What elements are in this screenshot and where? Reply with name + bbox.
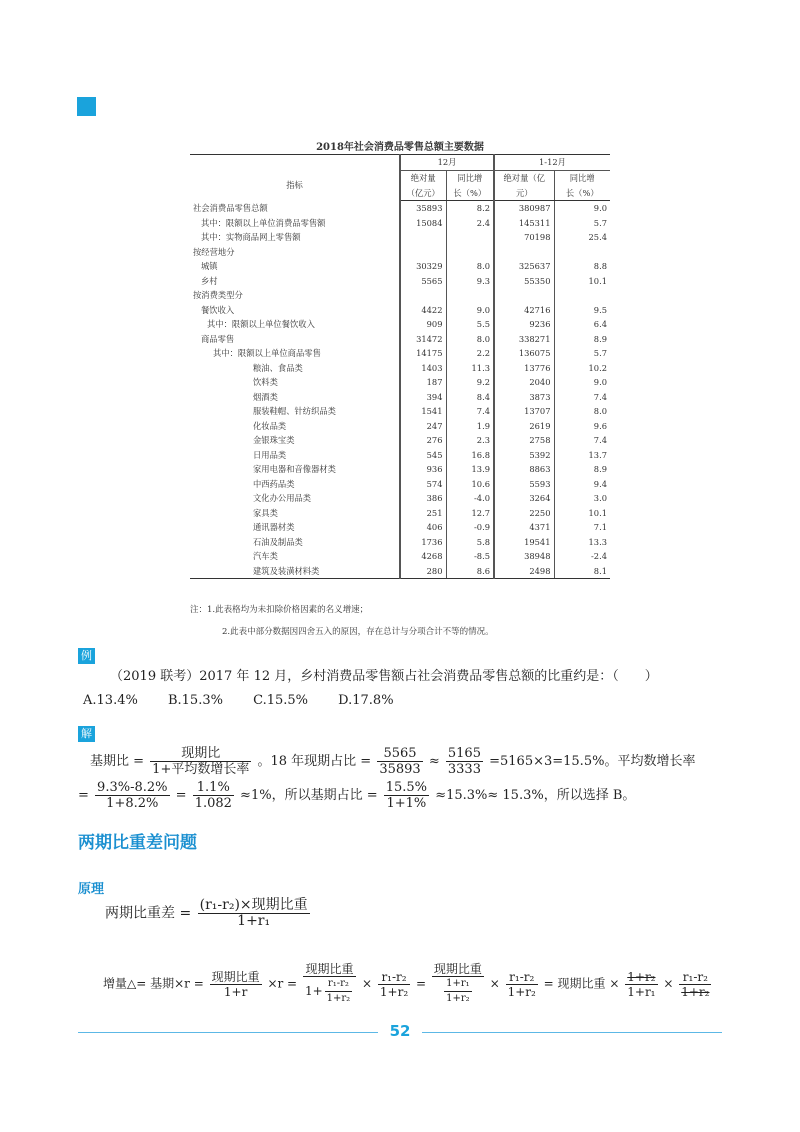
row-label: 其中：限额以上单位餐饮收入	[207, 319, 315, 329]
table-row	[190, 462, 610, 477]
numerator: 1+r₁	[444, 977, 472, 992]
denominator: 1+r₂	[507, 984, 536, 999]
cell-ytd-abs: 42716	[494, 303, 554, 318]
row-label: 金银珠宝类	[253, 435, 295, 445]
cell-dec-abs: 1541	[400, 404, 446, 419]
row-label: 中西药品类	[253, 478, 295, 489]
denominator: 1+r₂	[681, 984, 710, 999]
cell-ytd-abs: 3264	[494, 491, 554, 506]
col-header-yoy-unit: 长（%）	[446, 186, 494, 201]
fraction	[150, 746, 251, 777]
row-label: 粮油、食品类	[253, 362, 303, 373]
cell-ytd-abs: 55350	[494, 274, 554, 289]
cell-dec-abs: 247	[400, 419, 446, 434]
row-label: 其中：限额以上单位商品零售	[213, 348, 321, 358]
cell-dec-abs: 545	[400, 448, 446, 463]
table-note-2: 2.此表中部分数据因四舍五入的原因，存在总计与分项合计不等的情况。	[222, 627, 494, 637]
example-question: （2019 联考）2017 年 12 月，乡村消费品零售额占社会消费品零售总额的比重约是：（ ）	[110, 669, 658, 684]
group-header-ytd: 1-12月	[494, 155, 610, 171]
cell-ytd-yoy: 8.0	[554, 404, 610, 419]
cell-dec-abs	[400, 230, 446, 245]
cell-ytd-abs: 5392	[494, 448, 554, 463]
table-row	[190, 274, 610, 289]
cell-ytd-abs: 2619	[494, 419, 554, 434]
cell-ytd-yoy	[554, 245, 610, 260]
cell-ytd-yoy	[554, 288, 610, 303]
cell-dec-yoy: 1.9	[446, 419, 494, 434]
table-row	[190, 520, 610, 535]
formula-text: = 现期比重 ×	[543, 976, 620, 991]
retail-data-table	[190, 154, 610, 579]
row-label: 建筑及装潢材料类	[190, 564, 400, 579]
cell-ytd-abs: 3873	[494, 390, 554, 405]
col-header-yoy-ytd: 同比增	[554, 171, 610, 186]
solution-line-1	[90, 746, 695, 777]
denominator: 1+r₂	[379, 984, 409, 999]
table-title: 2018年社会消费品零售总额主要数据	[316, 142, 484, 153]
option-b: B.15.3%	[167, 693, 223, 708]
table-row	[190, 419, 610, 434]
section-subtitle: 原理	[78, 882, 105, 897]
cell-dec-yoy: 2.3	[446, 433, 494, 448]
cell-ytd-abs: 70198	[494, 230, 554, 245]
cell-ytd-abs: 325637	[494, 259, 554, 274]
cell-ytd-yoy: 9.0	[554, 201, 610, 216]
cell-ytd-yoy: 8.8	[554, 259, 610, 274]
cell-ytd-yoy: -2.4	[554, 549, 610, 564]
numerator: 5565	[377, 746, 422, 762]
cell-ytd-yoy: 10.1	[554, 274, 610, 289]
cell-dec-abs: 394	[400, 390, 446, 405]
fraction	[198, 898, 310, 929]
cell-ytd-abs: 4371	[494, 520, 554, 535]
fraction	[625, 970, 657, 999]
cell-dec-abs: 280	[400, 564, 446, 579]
table-row	[190, 259, 610, 274]
denominator	[303, 977, 356, 1006]
row-label: 家具类	[253, 507, 278, 518]
cell-dec-abs: 386	[400, 491, 446, 506]
cell-dec-yoy: 7.4	[446, 404, 494, 419]
cell-ytd-abs: 136075	[494, 346, 554, 361]
cell-ytd-yoy: 13.3	[554, 535, 610, 550]
cell-dec-abs: 30329	[400, 259, 446, 274]
cell-dec-yoy: 5.8	[446, 535, 494, 550]
cell-ytd-abs: 38948	[494, 549, 554, 564]
fraction	[446, 746, 483, 777]
row-label: 按经营地分	[193, 246, 235, 257]
row-label: 日用品类	[253, 449, 287, 460]
formula-text: ×	[663, 976, 674, 991]
table-row	[190, 346, 610, 361]
table-row	[190, 288, 610, 303]
footer-rule-left	[78, 1032, 378, 1033]
table-row	[190, 390, 610, 405]
cell-dec-abs: 909	[400, 317, 446, 332]
answer-options	[83, 693, 420, 708]
cell-ytd-yoy: 10.1	[554, 506, 610, 521]
solution-text: 基期比 =	[90, 754, 145, 769]
cell-ytd-yoy: 9.4	[554, 477, 610, 492]
row-label: 服装鞋帽、针纺织品类	[253, 406, 336, 416]
cell-dec-yoy: 9.2	[446, 375, 494, 390]
fraction	[378, 970, 410, 999]
col-header-yoy-ytd-unit: 长（%）	[554, 186, 610, 201]
denominator: 35893	[379, 762, 421, 777]
option-c: C.15.5%	[253, 693, 309, 708]
formula-increment-derivation	[103, 962, 713, 1006]
option-a: A.13.4%	[83, 693, 138, 708]
row-label: 其中：限额以上单位消费品零售额	[201, 217, 326, 228]
cell-dec-yoy: 8.0	[446, 332, 494, 347]
cell-ytd-yoy: 8.9	[554, 332, 610, 347]
cell-ytd-abs: 2758	[494, 433, 554, 448]
cell-ytd-abs: 13707	[494, 404, 554, 419]
numerator: r₁-r₂	[325, 977, 353, 992]
denominator: 1.082	[194, 796, 232, 811]
cell-ytd-yoy: 8.9	[554, 462, 610, 477]
denominator: 1+r₁	[627, 984, 656, 999]
numerator: 15.5%	[385, 780, 428, 795]
cell-dec-abs: 1403	[400, 361, 446, 376]
table-row	[190, 317, 610, 332]
fraction	[95, 780, 169, 811]
fraction	[303, 962, 356, 1006]
row-label: 城镇	[201, 261, 218, 271]
row-label: 餐饮收入	[201, 304, 235, 315]
cell-ytd-abs	[494, 288, 554, 303]
numerator: (r₁-r₂)×现期比重	[199, 897, 308, 913]
numerator: r₁-r₂	[378, 970, 410, 985]
denominator: 1+r₂	[446, 993, 470, 1004]
denominator: 1+r	[223, 984, 248, 999]
cell-dec-yoy: 13.9	[446, 462, 494, 477]
fraction	[432, 962, 484, 1006]
solution-text: =	[78, 788, 89, 803]
cell-ytd-yoy: 13.7	[554, 448, 610, 463]
formula-text: ×r =	[267, 976, 298, 991]
cell-dec-abs	[400, 288, 446, 303]
row-label: 通讯器材类	[253, 522, 295, 532]
formula-text: 增量△= 基期×r =	[103, 976, 204, 991]
cell-dec-abs: 5565	[400, 274, 446, 289]
formula-text: 1+	[304, 984, 323, 998]
cell-dec-abs: 31472	[400, 332, 446, 347]
cell-dec-abs	[400, 245, 446, 260]
solution-badge: 解	[78, 726, 95, 742]
row-label: 按消费类型分	[193, 290, 243, 300]
cell-dec-abs: 936	[400, 462, 446, 477]
table-row	[190, 332, 610, 347]
fraction	[384, 780, 429, 811]
cell-dec-yoy: 12.7	[446, 506, 494, 521]
cell-dec-yoy: 9.0	[446, 303, 494, 318]
cell-ytd-abs: 2498	[494, 564, 554, 579]
cell-dec-abs: 406	[400, 520, 446, 535]
example-badge: 例	[78, 648, 95, 664]
cell-ytd-abs: 9236	[494, 317, 554, 332]
section-title: 两期比重差问题	[78, 833, 197, 853]
denominator: 1+1%	[386, 796, 427, 811]
cell-ytd-yoy: 6.4	[554, 317, 610, 332]
numerator: 现期比重	[211, 969, 260, 984]
fraction	[444, 977, 472, 1006]
option-d: D.17.8%	[338, 693, 394, 708]
cell-ytd-yoy: 25.4	[554, 230, 610, 245]
table-row	[190, 506, 610, 521]
col-header-abs-ytd-unit: 元）	[494, 186, 554, 201]
numerator: r₁-r₂	[679, 970, 711, 985]
col-header-indicator: 指标	[286, 180, 303, 191]
cell-dec-abs: 276	[400, 433, 446, 448]
fraction	[506, 970, 538, 999]
numerator: 现期比	[150, 746, 251, 762]
cell-dec-yoy: 16.8	[446, 448, 494, 463]
numerator: 现期比重	[303, 962, 356, 977]
cell-ytd-yoy: 9.6	[554, 419, 610, 434]
cell-ytd-yoy: 7.4	[554, 390, 610, 405]
cell-ytd-yoy: 3.0	[554, 491, 610, 506]
formula-lhs: 两期比重差 =	[105, 905, 192, 922]
cell-dec-yoy	[446, 245, 494, 260]
numerator: 5165	[447, 746, 481, 761]
numerator: 现期比重	[433, 962, 482, 976]
row-label: 商品零售	[201, 333, 235, 344]
row-label: 石油及制品类	[253, 536, 303, 547]
cell-dec-abs: 14175	[400, 346, 446, 361]
cell-ytd-yoy: 7.1	[554, 520, 610, 535]
solution-text: =5165×3=15.5%。平均数增长率	[489, 754, 696, 769]
cell-dec-yoy: -8.5	[446, 549, 494, 564]
cell-ytd-abs: 8863	[494, 462, 554, 477]
cell-dec-yoy: 5.5	[446, 317, 494, 332]
solution-text: ≈1%，所以基期占比 =	[240, 788, 378, 803]
cell-ytd-abs: 380987	[494, 201, 554, 216]
cell-dec-abs: 251	[400, 506, 446, 521]
cell-ytd-yoy: 10.2	[554, 361, 610, 376]
cell-dec-yoy: 9.3	[446, 274, 494, 289]
cell-dec-abs: 4268	[400, 549, 446, 564]
cell-ytd-yoy: 5.7	[554, 216, 610, 231]
cell-ytd-yoy: 7.4	[554, 433, 610, 448]
col-header-yoy: 同比增	[446, 171, 494, 186]
fraction	[210, 970, 262, 999]
cell-ytd-abs: 145311	[494, 216, 554, 231]
row-label: 社会消费品零售总额	[193, 202, 268, 213]
cell-ytd-yoy: 9.0	[554, 375, 610, 390]
table-row	[190, 535, 610, 550]
row-label: 汽车类	[253, 551, 278, 561]
table-row	[190, 361, 610, 376]
cell-ytd-yoy: 9.5	[554, 303, 610, 318]
col-header-abs: 绝对量	[400, 171, 446, 186]
table-row	[190, 230, 610, 245]
numerator: 1+r₂	[627, 969, 656, 984]
footer-rule-right	[422, 1032, 722, 1033]
cell-dec-abs: 15084	[400, 216, 446, 231]
denominator: 1+8.2%	[106, 796, 159, 811]
cell-dec-yoy: 11.3	[446, 361, 494, 376]
table-row	[190, 303, 610, 318]
cell-dec-yoy: 10.6	[446, 477, 494, 492]
row-label: 家用电器和音像器材类	[253, 464, 336, 474]
col-header-abs-unit: （亿元）	[400, 186, 446, 201]
formula-period-proportion-diff	[105, 898, 312, 929]
denominator: 1+r₁	[237, 913, 271, 929]
formula-text: =	[415, 976, 427, 991]
row-label: 其中：实物商品网上零售额	[201, 232, 301, 242]
solution-line-2	[78, 780, 635, 811]
row-label: 乡村	[201, 275, 218, 286]
fraction	[377, 746, 422, 777]
cell-dec-abs: 574	[400, 477, 446, 492]
cell-dec-yoy: 2.2	[446, 346, 494, 361]
cell-dec-yoy: 8.4	[446, 390, 494, 405]
table-row	[190, 433, 610, 448]
table-row	[190, 201, 610, 216]
table-row	[190, 216, 610, 231]
cell-dec-abs: 4422	[400, 303, 446, 318]
formula-text: ×	[362, 976, 373, 991]
table-row	[190, 549, 610, 564]
row-label: 烟酒类	[253, 391, 278, 402]
denominator: 1+平均数增长率	[152, 762, 250, 777]
cell-dec-yoy	[446, 230, 494, 245]
formula-text: ×	[489, 976, 500, 991]
cell-dec-yoy: 8.2	[446, 201, 494, 216]
fraction	[325, 977, 353, 1006]
row-label: 饮料类	[253, 377, 278, 387]
row-label: 文化办公用品类	[253, 493, 312, 503]
table-row	[190, 564, 610, 579]
solution-text: ≈15.3%≈ 15.3%，所以选择 B。	[435, 788, 636, 803]
cell-ytd-abs: 13776	[494, 361, 554, 376]
cell-ytd-yoy: 5.7	[554, 346, 610, 361]
cell-ytd-abs	[494, 245, 554, 260]
cell-ytd-abs: 2250	[494, 506, 554, 521]
cell-dec-yoy: 8.0	[446, 259, 494, 274]
cell-dec-yoy	[446, 288, 494, 303]
table-row	[190, 245, 610, 260]
cell-dec-abs: 187	[400, 375, 446, 390]
fraction	[193, 780, 234, 811]
fraction	[679, 970, 711, 999]
cell-dec-yoy: 2.4	[446, 216, 494, 231]
solution-text: =	[175, 788, 187, 803]
cell-ytd-abs: 2040	[494, 375, 554, 390]
group-header-dec: 12月	[400, 155, 494, 171]
cell-ytd-abs: 338271	[494, 332, 554, 347]
table-row	[190, 477, 610, 492]
solution-text: 。18 年现期占比 =	[257, 754, 372, 769]
cell-dec-yoy: -4.0	[446, 491, 494, 506]
cell-dec-yoy: -0.9	[446, 520, 494, 535]
numerator: r₁-r₂	[506, 970, 538, 985]
cell-dec-abs: 1736	[400, 535, 446, 550]
cell-dec-abs: 35893	[400, 201, 446, 216]
denominator: 3333	[447, 762, 481, 777]
cell-dec-yoy: 8.6	[446, 564, 494, 579]
section-marker-square	[77, 97, 96, 116]
row-label: 化妆品类	[253, 420, 287, 431]
numerator: 1.1%	[193, 780, 234, 796]
col-header-abs-ytd: 绝对量（亿	[494, 171, 554, 186]
solution-text: ≈	[428, 754, 440, 769]
table-note-1: 注：1.此表格均为未扣除价格因素的名义增速；	[190, 605, 369, 615]
cell-ytd-abs: 19541	[494, 535, 554, 550]
cell-ytd-yoy: 8.1	[554, 564, 610, 579]
table-row	[190, 375, 610, 390]
table-row	[190, 448, 610, 463]
table-row	[190, 404, 610, 419]
denominator	[432, 977, 484, 1006]
table-row	[190, 491, 610, 506]
cell-ytd-abs: 5593	[494, 477, 554, 492]
numerator: 9.3%-8.2%	[97, 780, 168, 795]
page-number: 52	[389, 1022, 411, 1040]
denominator: 1+r₂	[326, 993, 351, 1004]
